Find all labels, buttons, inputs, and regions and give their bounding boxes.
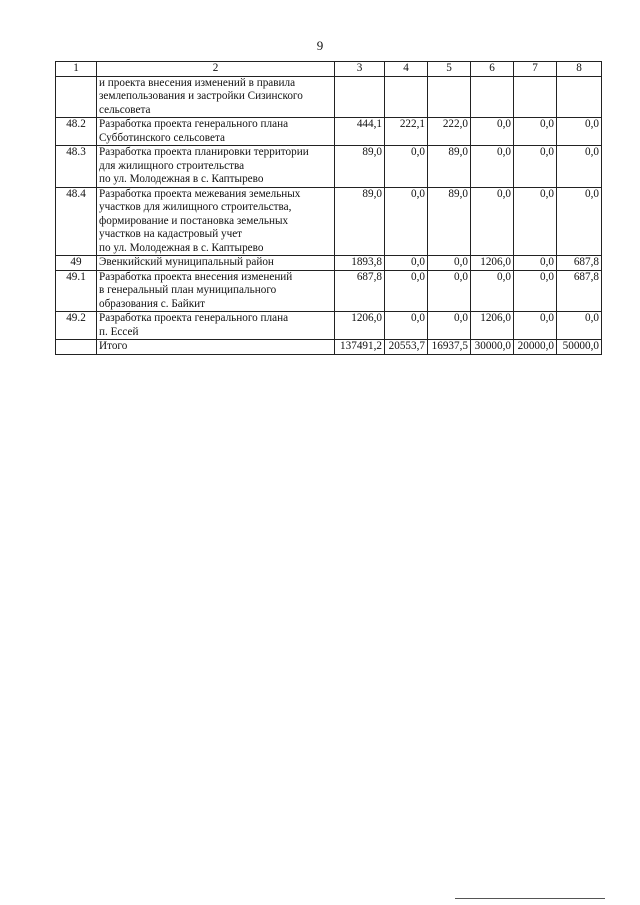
row-value: 222,1 bbox=[385, 118, 428, 146]
page-number: 9 bbox=[316, 38, 324, 53]
row-value: 0,0 bbox=[385, 270, 428, 312]
total-value: 30000,0 bbox=[471, 340, 514, 355]
row-value bbox=[428, 76, 471, 118]
column-header: 1 bbox=[56, 62, 97, 77]
total-row bbox=[56, 340, 602, 355]
row-value: 0,0 bbox=[471, 146, 514, 188]
row-value: 0,0 bbox=[385, 256, 428, 271]
row-value: 0,0 bbox=[471, 270, 514, 312]
row-value: 0,0 bbox=[385, 312, 428, 340]
total-label: Итого bbox=[97, 340, 335, 355]
total-value: 20553,7 bbox=[385, 340, 428, 355]
column-header: 2 bbox=[97, 62, 335, 77]
budget-table bbox=[55, 61, 602, 355]
row-value: 89,0 bbox=[335, 146, 385, 188]
row-value: 222,0 bbox=[428, 118, 471, 146]
table-row bbox=[56, 118, 602, 146]
row-value bbox=[514, 76, 557, 118]
row-description: Эвенкийский муниципальный район bbox=[97, 256, 335, 271]
total-value: 137491,2 bbox=[335, 340, 385, 355]
row-value: 0,0 bbox=[557, 118, 602, 146]
row-number: 48.2 bbox=[56, 118, 97, 146]
row-value: 1206,0 bbox=[471, 256, 514, 271]
column-header: 7 bbox=[514, 62, 557, 77]
row-value: 0,0 bbox=[428, 270, 471, 312]
row-value: 0,0 bbox=[514, 256, 557, 271]
row-description: и проекта внесения изменений в правила землепользования и застройки Сизинского сельсовета bbox=[97, 76, 335, 118]
table-row bbox=[56, 312, 602, 340]
table-row bbox=[56, 256, 602, 271]
column-header: 8 bbox=[557, 62, 602, 77]
row-value: 0,0 bbox=[514, 312, 557, 340]
table-row bbox=[56, 187, 602, 256]
total-value: 20000,0 bbox=[514, 340, 557, 355]
row-value: 0,0 bbox=[471, 187, 514, 256]
row-value: 89,0 bbox=[428, 146, 471, 188]
table-row bbox=[56, 270, 602, 312]
row-value: 0,0 bbox=[557, 187, 602, 256]
row-number: 48.3 bbox=[56, 146, 97, 188]
page-bottom-divider bbox=[455, 898, 605, 899]
row-number: 48.4 bbox=[56, 187, 97, 256]
row-description: Разработка проекта планировки территории для жилищного строительства по ул. Молодежная в с. Каптырево bbox=[97, 146, 335, 188]
row-value: 687,8 bbox=[557, 256, 602, 271]
row-value: 89,0 bbox=[428, 187, 471, 256]
row-description: Разработка проекта внесения изменений в генеральный план муниципального образования с. Байкит bbox=[97, 270, 335, 312]
row-value: 0,0 bbox=[514, 187, 557, 256]
row-value: 0,0 bbox=[385, 187, 428, 256]
row-value: 0,0 bbox=[514, 118, 557, 146]
row-value: 0,0 bbox=[471, 118, 514, 146]
row-value: 1206,0 bbox=[471, 312, 514, 340]
row-value: 0,0 bbox=[428, 256, 471, 271]
total-value: 16937,5 bbox=[428, 340, 471, 355]
row-value: 1893,8 bbox=[335, 256, 385, 271]
row-value: 1206,0 bbox=[335, 312, 385, 340]
row-number: 49 bbox=[56, 256, 97, 271]
column-header: 6 bbox=[471, 62, 514, 77]
row-value: 444,1 bbox=[335, 118, 385, 146]
table-header-row bbox=[56, 62, 602, 77]
table-row bbox=[56, 76, 602, 118]
row-value bbox=[335, 76, 385, 118]
row-value bbox=[557, 76, 602, 118]
row-value: 89,0 bbox=[335, 187, 385, 256]
row-value bbox=[471, 76, 514, 118]
row-number: 49.1 bbox=[56, 270, 97, 312]
row-value: 687,8 bbox=[557, 270, 602, 312]
column-header: 3 bbox=[335, 62, 385, 77]
row-description: Разработка проекта межевания земельных участков для жилищного строительства, формирование и постановка земельных участков на кадастровый учет по ул. Молодежная в с. Каптырево bbox=[97, 187, 335, 256]
row-value: 0,0 bbox=[514, 270, 557, 312]
row-value: 0,0 bbox=[385, 146, 428, 188]
row-value: 687,8 bbox=[335, 270, 385, 312]
row-value: 0,0 bbox=[428, 312, 471, 340]
row-value: 0,0 bbox=[557, 312, 602, 340]
column-header: 4 bbox=[385, 62, 428, 77]
column-header: 5 bbox=[428, 62, 471, 77]
row-value: 0,0 bbox=[514, 146, 557, 188]
row-description: Разработка проекта генерального плана Субботинского сельсовета bbox=[97, 118, 335, 146]
row-value: 0,0 bbox=[557, 146, 602, 188]
row-number bbox=[56, 340, 97, 355]
table-row bbox=[56, 146, 602, 188]
row-number bbox=[56, 76, 97, 118]
row-number: 49.2 bbox=[56, 312, 97, 340]
row-description: Разработка проекта генерального плана п. Ессей bbox=[97, 312, 335, 340]
total-value: 50000,0 bbox=[557, 340, 602, 355]
row-value bbox=[385, 76, 428, 118]
